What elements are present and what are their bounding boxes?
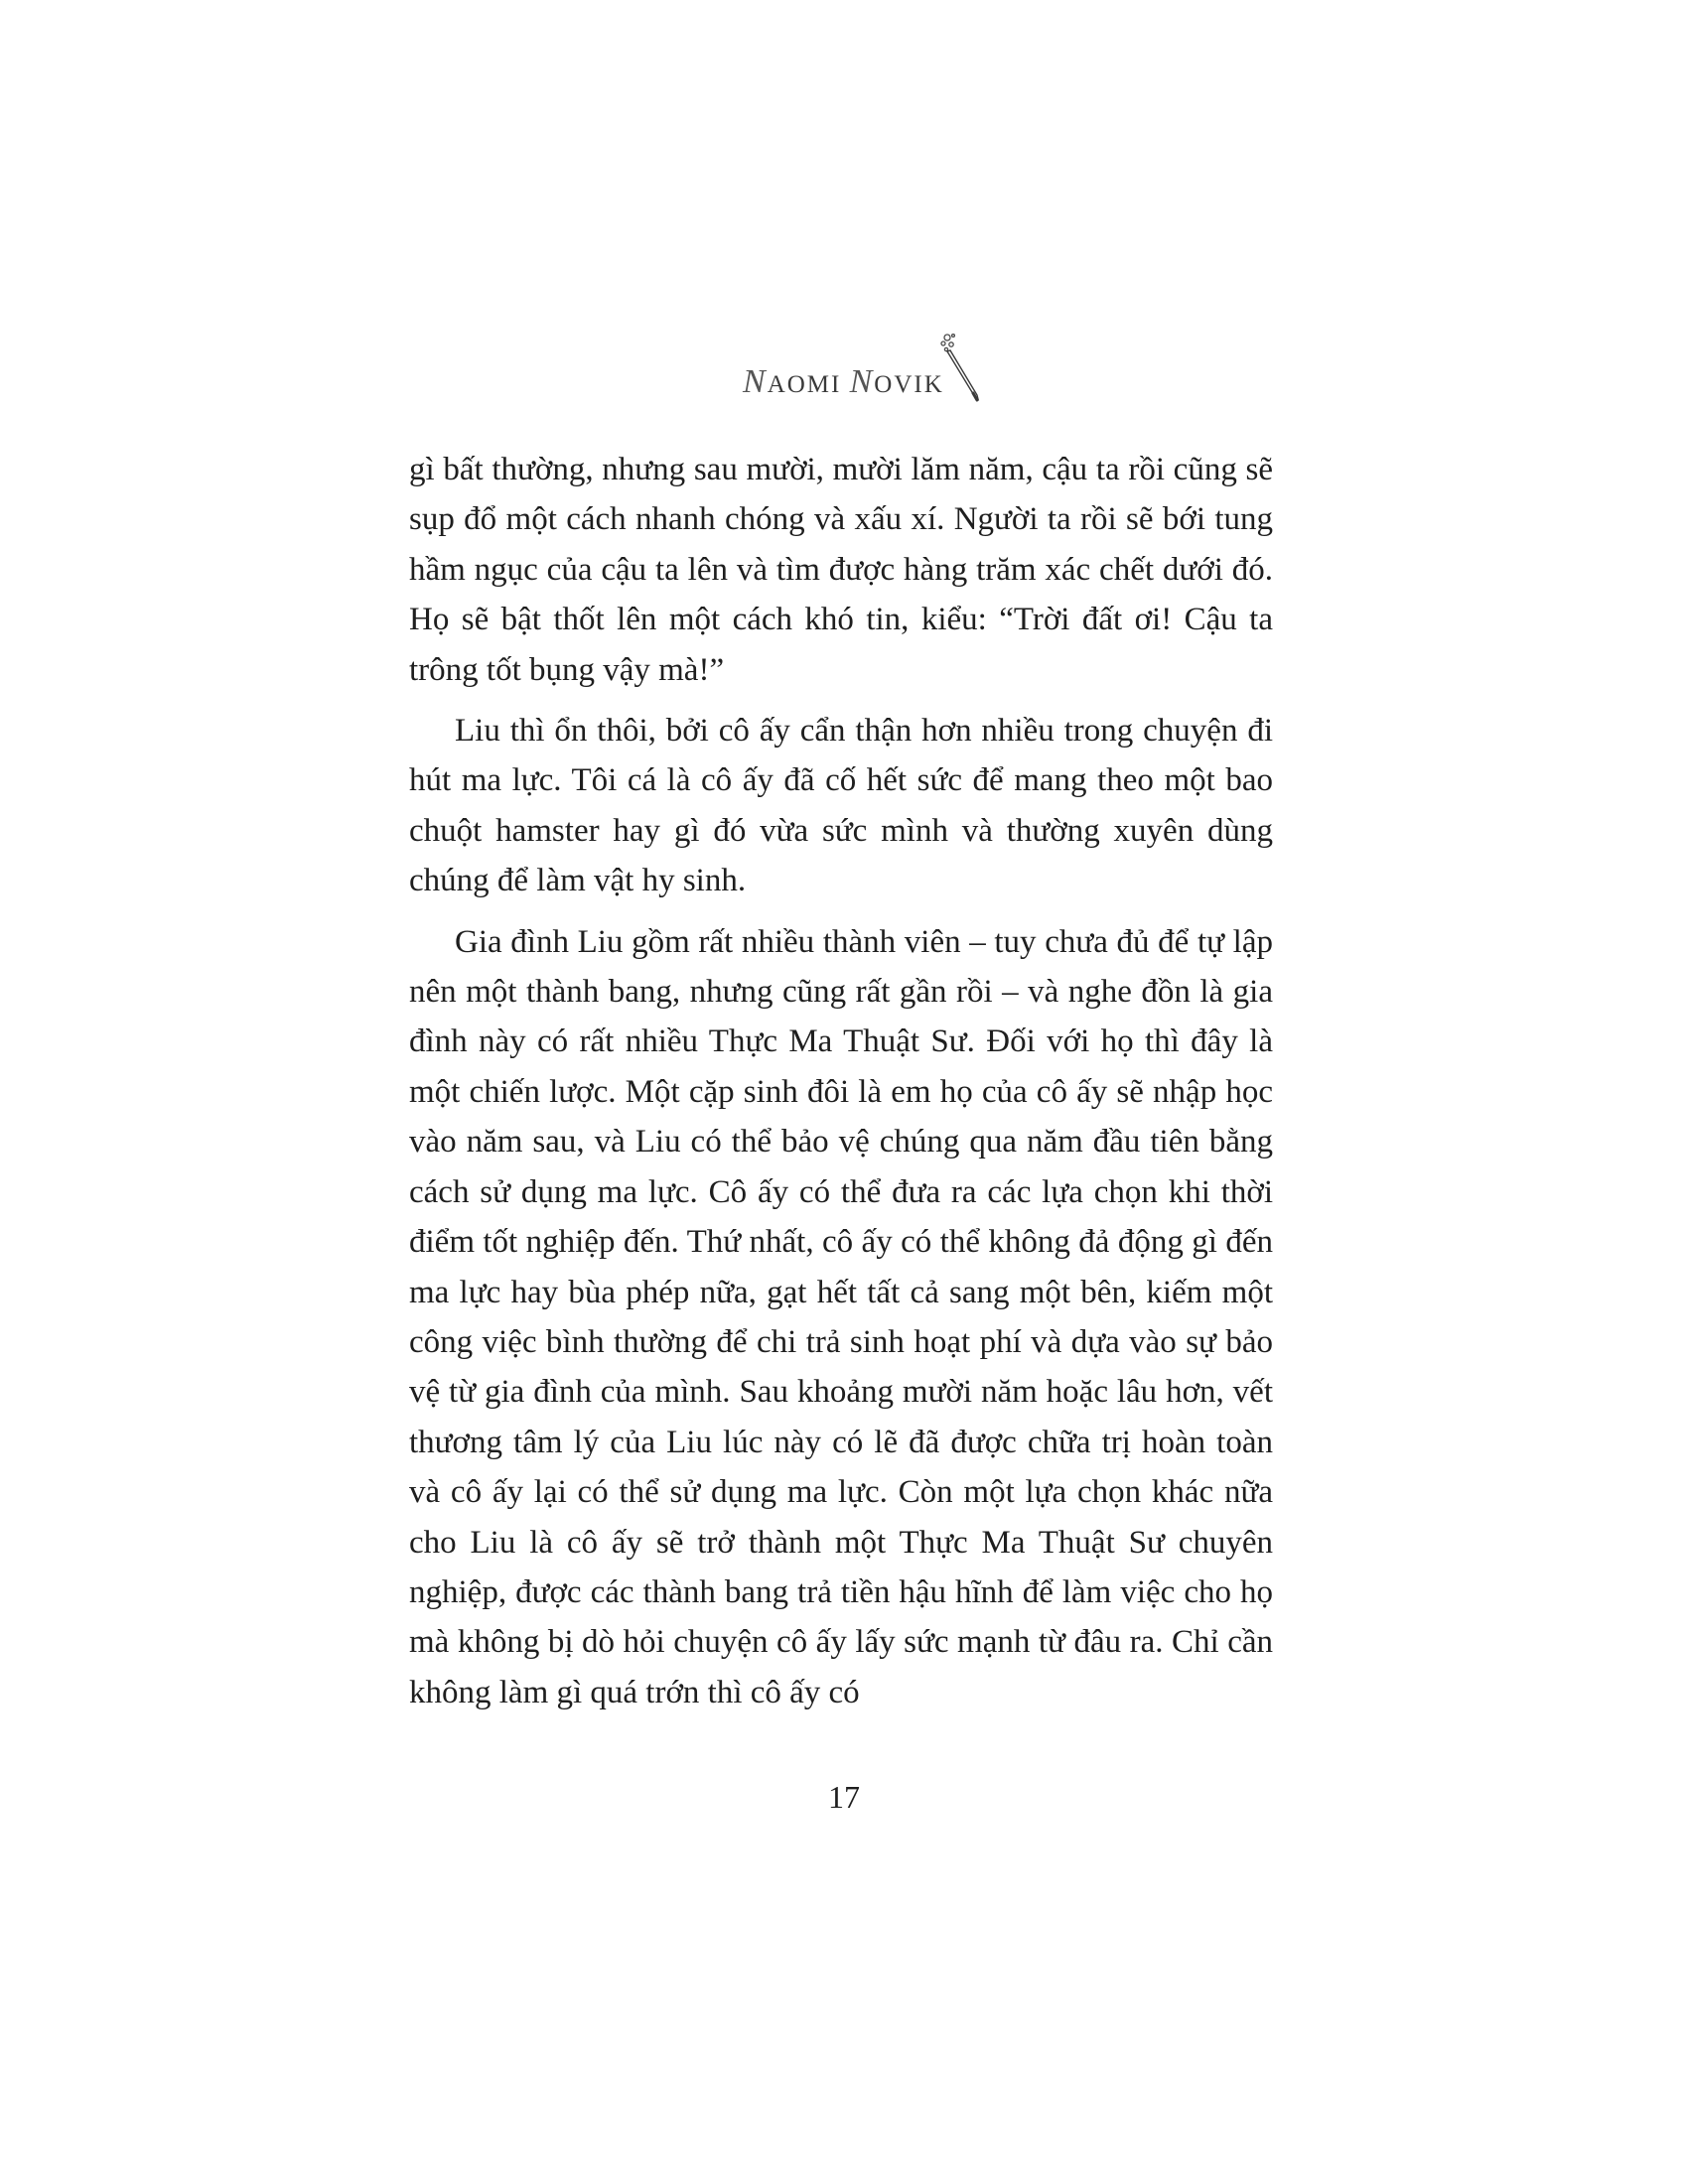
- page-number: 17: [828, 1779, 860, 1815]
- author-last-rest: OVIK: [874, 371, 944, 398]
- paragraph-3: Gia đình Liu gồm rất nhiều thành viên – tuy chưa đủ để tự lập nên một thành bang, nhưng cũng rất gần rồi – và nghe đồn là gia đình này có rất nhiều Thực Ma Thuật Sư. Đối với họ thì đây là một chiến lược. Một cặp sinh đôi là em họ của cô ấy sẽ nhập học vào năm sau, và Liu có thể bảo vệ chúng qua năm đầu tiên bằng cách sử dụng ma lực. Cô ấy có thể đưa ra các lựa chọn khi thời điểm tốt nghiệp đến. Thứ nhất, cô ấy có thể không đả động gì đến ma lực hay bùa phép nữa, gạt hết tất cả sang một bên, kiếm một công việc bình thường để chi trả sinh hoạt phí và dựa vào sự bảo vệ từ gia đình của mình. Sau khoảng mười năm hoặc lâu hơn, vết thương tâm lý của Liu lúc này có lẽ đã được chữa trị hoàn toàn và cô ấy lại có thể sử dụng ma lực. Còn một lựa chọn khác nữa cho Liu là cô ấy sẽ trở thành một Thực Ma Thuật Sư chuyên nghiệp, được các thành bang trả tiền hậu hĩnh để làm việc cho họ mà không bị dò hỏi chuyện cô ấy lấy sức mạnh từ đâu ra. Chỉ cần không làm gì quá trớn thì cô ấy có: [409, 923, 1273, 1710]
- paragraph-1: gì bất thường, nhưng sau mười, mười lăm năm, cậu ta rồi cũng sẽ sụp đổ một cách nhanh chóng và xấu xí. Người ta rồi sẽ bới tung hầm ngục của cậu ta lên và tìm được hàng trăm xác chết dưới đó. Họ sẽ bật thốt lên một cách khó tin, kiểu: “Trời đất ơi! Cậu ta trông tốt bụng vậy mà!”: [409, 452, 1273, 688]
- author-first-rest: AOMI: [767, 371, 842, 398]
- magic-wand-icon: [933, 328, 993, 407]
- author-name: [743, 363, 944, 401]
- running-header: [0, 328, 1688, 417]
- author-first-initial: N: [743, 363, 768, 400]
- author-last-initial: N: [849, 363, 875, 400]
- body-text: [409, 445, 1273, 1728]
- paragraph-2: Liu thì ổn thôi, bởi cô ấy cẩn thận hơn nhiều trong chuyện đi hút ma lực. Tôi cá là cô ấy đã cố hết sức để mang theo một bao chuột hamster hay gì đó vừa sức mình và thường xuyên dùng chúng để làm vật hy sinh.: [409, 713, 1273, 899]
